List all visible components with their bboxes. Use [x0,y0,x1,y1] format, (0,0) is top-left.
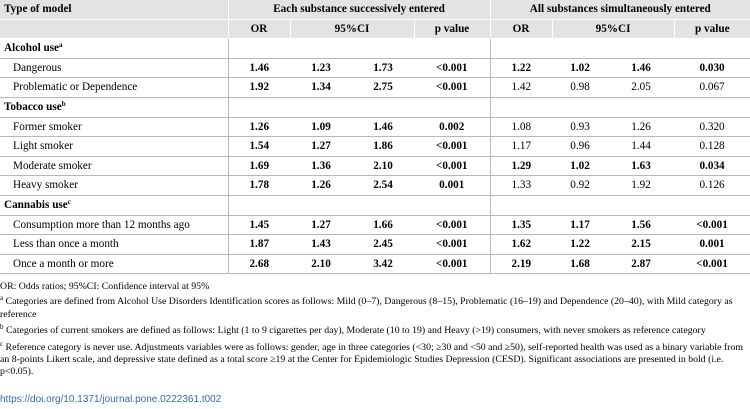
ci-lower-value: 1.26 [290,176,352,196]
p-value: <0.001 [414,235,490,255]
row-label: Less than once a month [0,235,228,255]
ci-upper-value: 1.66 [352,215,414,235]
ci-lower-value: 0.92 [552,176,608,196]
ci-upper-value: 1.63 [608,156,674,176]
section-footnote-mark: c [67,197,71,206]
p-value: 0.001 [414,176,490,196]
ci-upper-value: 2.05 [608,78,674,98]
ci-lower-value: 1.09 [290,117,352,137]
section-footnote-mark: a [59,41,63,50]
ci-upper-value: 1.73 [352,58,414,78]
footnote-c [0,339,746,379]
row-label: Consumption more than 12 months ago [0,215,228,235]
table-body [0,39,750,274]
or-value: 1.22 [490,58,552,78]
p-value: <0.001 [414,254,490,274]
p-value: 0.030 [674,58,750,78]
p-value: <0.001 [414,78,490,98]
or-value: 1.92 [228,78,290,98]
ci-lower-value: 1.43 [290,235,352,255]
ci-header-1: 95%CI [290,19,414,39]
section-title: Alcohol use$^a$ [0,39,228,59]
or-value: 2.19 [490,254,552,274]
p-value: 0.067 [674,78,750,98]
ci-upper-value: 2.15 [608,235,674,255]
ci-lower-value: 1.02 [552,156,608,176]
ci-lower-value: 0.93 [552,117,608,137]
ci-lower-value: 1.17 [552,215,608,235]
ci-upper-value: 3.42 [352,254,414,274]
footnote-c-text: Reference category is never use. Adjustments variables were as follows: gender, age in three categories (<30; ≥30 and <50 and ≥50), self-reported health was used as a binary variable from an 8-points Likert scale, and depressive state defined as a total score ≥19 at the Center for Epidemiologic Studies Depression (CESD). Significant associations are presented in bold (i.e. p<0.05). [0,341,743,378]
footnote-a-text: Categories are defined from Alcohol Use Disorders Identification scores as follows: Mild (0–7), Dangerous (8–15), Problematic (16–19) and Dependence (20–40), with Mild category as reference [0,296,733,320]
table-row [0,58,750,78]
ci-upper-value: 2.10 [352,156,414,176]
ci-lower-value: 1.27 [290,137,352,157]
ci-header-2: 95%CI [552,19,674,39]
ci-upper-value: 2.75 [352,78,414,98]
p-value: 0.001 [674,235,750,255]
p-value: <0.001 [674,215,750,235]
header-row-1 [0,0,750,19]
doi-link[interactable]: https://doi.org/10.1371/journal.pone.0222361.t002 [0,394,222,405]
ci-lower-value: 1.22 [552,235,608,255]
table-row [0,254,750,274]
ci-upper-value: 2.87 [608,254,674,274]
p-value: 0.126 [674,176,750,196]
p-header-2: p value [674,19,750,39]
header-row-2 [0,19,750,39]
or-value: 1.26 [228,117,290,137]
ci-upper-value: 1.46 [352,117,414,137]
row-label: Light smoker [0,137,228,157]
or-value: 1.17 [490,137,552,157]
p-value: <0.001 [414,156,490,176]
table-row [0,235,750,255]
or-value: 1.87 [228,235,290,255]
ci-lower-value: 1.27 [290,215,352,235]
row-label: Former smoker [0,117,228,137]
or-value: 1.29 [490,156,552,176]
p-value: 0.034 [674,156,750,176]
p-value: <0.001 [414,58,490,78]
row-label: Dangerous [0,58,228,78]
p-value: 0.128 [674,137,750,157]
or-value: 1.46 [228,58,290,78]
table-row [0,176,750,196]
ci-upper-value: 1.56 [608,215,674,235]
ci-upper-value: 2.54 [352,176,414,196]
or-value: 1.33 [490,176,552,196]
table-row [0,78,750,98]
footnote-b-text: Categories of current smokers are defined as follows: Light (1 to 9 cigarettes per day), Moderate (10 to 19) and Heavy (>19) consumers, with never smokers as reference category [3,325,706,337]
or-value: 1.78 [228,176,290,196]
ci-upper-value: 1.46 [608,58,674,78]
successive-entry-header: Each substance successively entered [228,0,490,19]
ci-lower-value: 2.10 [290,254,352,274]
type-of-model-header: Type of model [0,0,228,19]
ci-lower-value: 0.98 [552,78,608,98]
section-footnote-mark: b [61,99,66,108]
table-row [0,117,750,137]
ci-upper-value: 1.44 [608,137,674,157]
footnote-a-mark: a [0,294,4,303]
ci-upper-value: 1.86 [352,137,414,157]
p-header-1: p value [414,19,490,39]
table-row [0,215,750,235]
or-header-2: OR [490,19,552,39]
footnote-b [0,325,746,337]
ci-lower-value: 1.68 [552,254,608,274]
p-value: <0.001 [414,137,490,157]
or-value: 1.69 [228,156,290,176]
or-value: 1.08 [490,117,552,137]
or-value: 1.42 [490,78,552,98]
ci-lower-value: 1.23 [290,58,352,78]
p-value: 0.002 [414,117,490,137]
section-title: Cannabis use$^c$ [0,195,228,215]
ci-upper-value: 2.45 [352,235,414,255]
p-value: 0.320 [674,117,750,137]
table-row [0,137,750,157]
p-value: <0.001 [414,215,490,235]
ci-upper-value: 1.92 [608,176,674,196]
or-value: 1.54 [228,137,290,157]
or-value: 2.68 [228,254,290,274]
footnote-a [0,296,746,321]
table-row [0,156,750,176]
simultaneous-entry-header: All substances simultaneously entered [490,0,750,19]
or-value: 1.45 [228,215,290,235]
row-label: Once a month or more [0,254,228,274]
row-label: Moderate smoker [0,156,228,176]
ci-lower-value: 1.36 [290,156,352,176]
footnote-b-mark: b [0,323,4,332]
ci-upper-value: 1.26 [608,117,674,137]
row-label: Heavy smoker [0,176,228,196]
p-value: <0.001 [674,254,750,274]
section-row [0,39,750,59]
or-value: 1.62 [490,235,552,255]
or-value: 1.35 [490,215,552,235]
ci-lower-value: 1.02 [552,58,608,78]
section-row [0,195,750,215]
ci-lower-value: 0.96 [552,137,608,157]
abbreviation-note: OR: Odds ratios; 95%CI: Confidence interval at 95% [0,281,210,292]
section-title: Tobacco use$^b$ [0,97,228,117]
row-label: Problematic or Dependence [0,78,228,98]
footnote-c-mark: c [0,339,4,348]
ci-lower-value: 1.34 [290,78,352,98]
section-row [0,97,750,117]
table-footnotes [0,281,746,383]
or-header-1: OR [228,19,290,39]
